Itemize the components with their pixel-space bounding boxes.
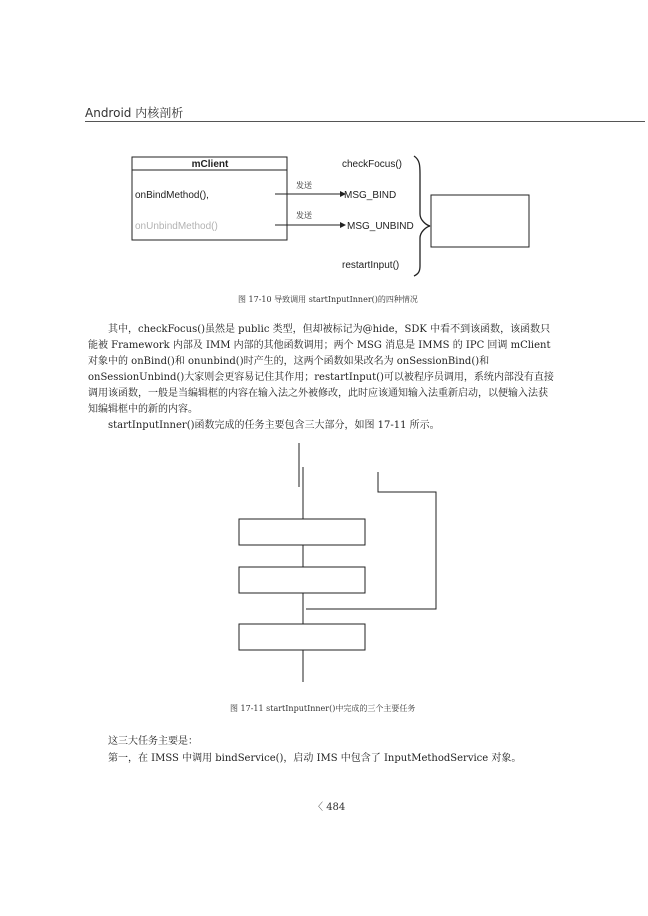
running-header: Android 内核剖析 [85, 106, 184, 120]
box-item-onbind: onBindMethod(), [135, 190, 209, 201]
list-item-msg-unbind: MSG_UNBIND [347, 221, 414, 232]
task-box-1 [239, 519, 365, 545]
paragraph-1: 其中，checkFocus()虽然是 public 类型，但却被标记为@hide，SDK 中看不到该函数，该函数只能被 Framework 内部及 IMM 内部的其他函数调用；两个 MSG 消息是 IMMS 的 IPC 回调 mClient 对象中的 onBind()和 onunbind()时产生的，这两个函数如果改名为 onSessionBind()和 onSessionUnbind()大家则会更容易记住其作用；restartInput()可以被程序员调用，系统内部没有直接调用该函数，一般是当编辑框的内容在输入法之外被修改，此时应该通知输入法重新启动，以便输入法获知编辑框中的新的内容。 [88, 324, 554, 415]
mclient-title: mClient [191, 159, 229, 170]
task-box-3 [239, 624, 365, 650]
closing-line-1: 这三大任务主要是： [108, 736, 198, 747]
arrow-label-send-2: 发送 [296, 211, 312, 220]
arrow-label-send-1: 发送 [296, 181, 312, 190]
bypass-path [306, 472, 436, 609]
list-item-restartinput: restartInput() [342, 260, 400, 271]
page-number-value: 484 [326, 802, 346, 813]
page-number [313, 798, 345, 813]
list-item-checkfocus: checkFocus() [342, 159, 403, 170]
figure-caption-17-10: 图 17-10 导致调用 startInputInner()的四种情况 [238, 295, 418, 304]
list-item-msg-bind: MSG_BIND [344, 190, 397, 201]
figure-caption-17-11: 图 17-11 startInputInner()中完成的三个主要任务 [230, 704, 416, 713]
box-item-onunbind: onUnbindMethod() [135, 221, 218, 232]
paragraph-2: startInputInner()函数完成的任务主要包含三大部分，如图 17-11 所示。 [108, 420, 440, 431]
closing-line-2: 第一，在 IMSS 中调用 bindService()，启动 IMS 中包含了 InputMethodService 对象。 [108, 753, 522, 764]
page-corner-icon: 〈 [313, 802, 323, 813]
task-box-2 [239, 567, 365, 593]
